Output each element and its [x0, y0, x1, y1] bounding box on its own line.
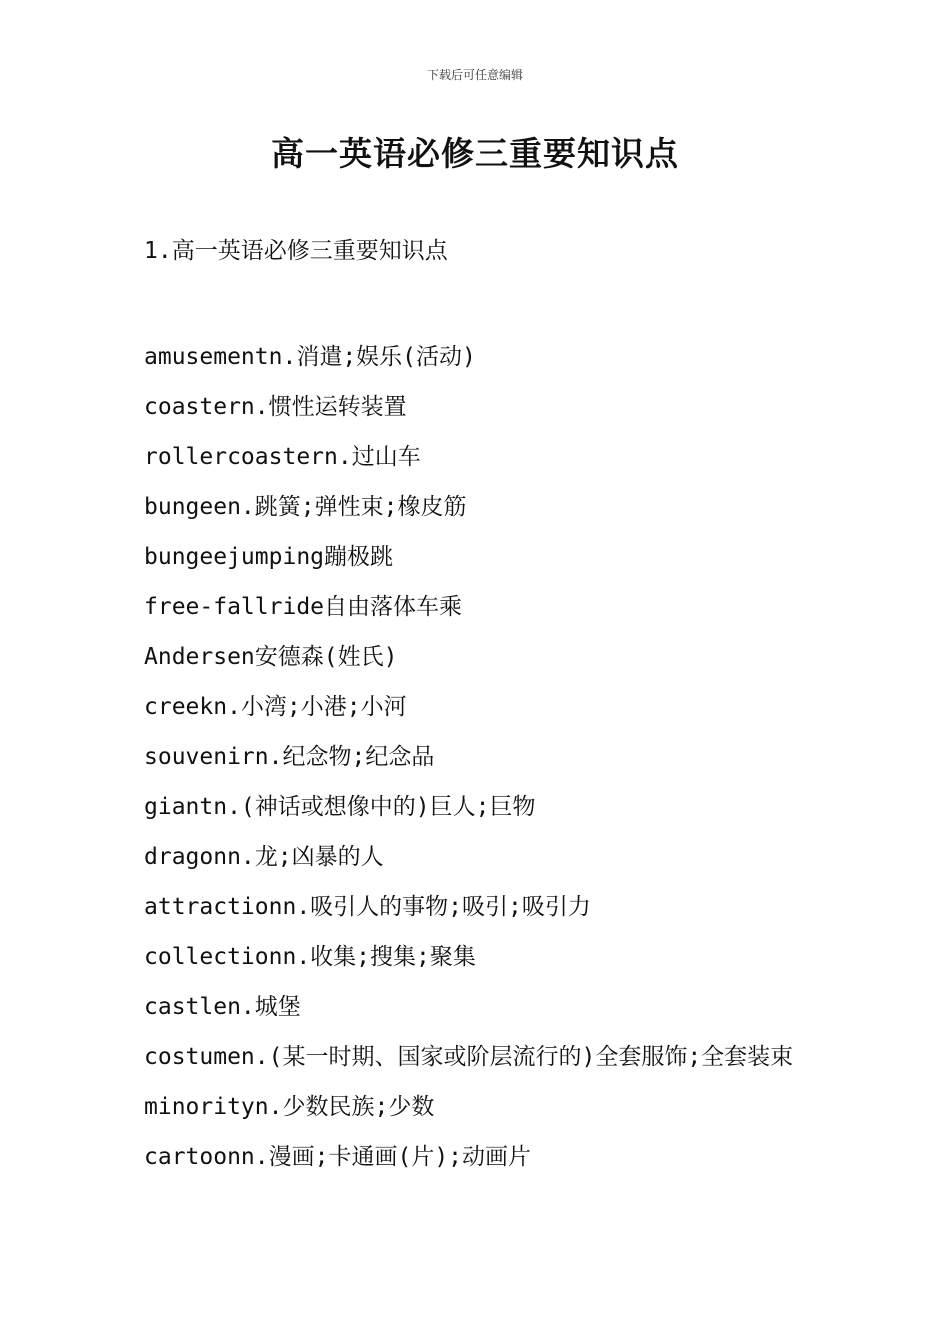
- vocabulary-item: collectionn.收集;搜集;聚集: [144, 944, 476, 970]
- vocabulary-item: cartoonn.漫画;卡通画(片);动画片: [144, 1144, 532, 1170]
- vocabulary-item: amusementn.消遣;娱乐(活动): [144, 344, 476, 370]
- vocabulary-list: [144, 332, 814, 1182]
- vocabulary-item: free-fallride自由落体车乘: [144, 594, 463, 620]
- vocabulary-item: bungeen.跳簧;弹性束;橡皮筋: [144, 494, 467, 520]
- vocabulary-item: costumen.(某一时期、国家或阶层流行的)全套服饰;全套装束: [144, 1044, 794, 1070]
- section-heading: 1.高一英语必修三重要知识点: [144, 238, 448, 264]
- vocabulary-item: Andersen安德森(姓氏): [144, 644, 398, 670]
- page-header: 下载后可任意编辑: [426, 68, 523, 82]
- document-title: 高一英语必修三重要知识点: [271, 134, 679, 173]
- vocabulary-item: attractionn.吸引人的事物;吸引;吸引力: [144, 894, 591, 920]
- vocabulary-item: souvenirn.纪念物;纪念品: [144, 744, 435, 770]
- vocabulary-item: giantn.(神话或想像中的)巨人;巨物: [144, 794, 536, 820]
- vocabulary-item: dragonn.龙;凶暴的人: [144, 844, 384, 870]
- vocabulary-item: bungeejumping蹦极跳: [144, 544, 394, 570]
- vocabulary-item: coastern.惯性运转装置: [144, 394, 407, 420]
- vocabulary-item: rollercoastern.过山车: [144, 444, 421, 470]
- vocabulary-item: castlen.城堡: [144, 994, 301, 1020]
- vocabulary-item: minorityn.少数民族;少数: [144, 1094, 435, 1120]
- vocabulary-item: creekn.小湾;小港;小河: [144, 694, 407, 720]
